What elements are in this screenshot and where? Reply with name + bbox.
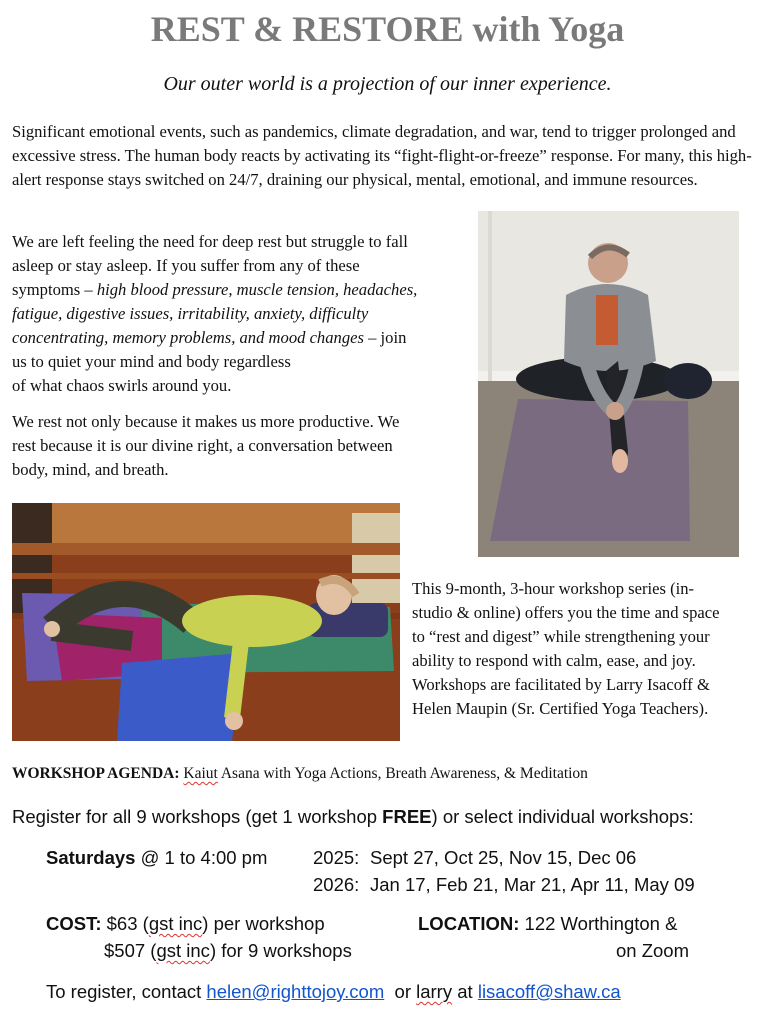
symptoms-list-3: concentrating, memory problems, and mood changes bbox=[12, 328, 364, 347]
register-before: Register for all 9 workshops (get 1 workshop bbox=[12, 806, 383, 827]
contact-before: To register, contact bbox=[46, 981, 207, 1002]
symptoms-line-4 bbox=[12, 302, 472, 326]
schedule-dates-2025: Sept 27, Oct 25, Nov 15, Dec 06 bbox=[370, 847, 637, 868]
workshop-agenda bbox=[12, 765, 772, 783]
schedule-year-2026: 2026: bbox=[313, 874, 360, 895]
symptoms-join: – join bbox=[368, 328, 407, 347]
rest-paragraph bbox=[12, 410, 467, 482]
schedule-year-2025: 2025: bbox=[313, 847, 360, 868]
series-line-2: studio & online) offers you the time and space bbox=[412, 603, 720, 622]
cost-label: COST: bbox=[46, 913, 102, 934]
cost-price-1: $63 ( bbox=[106, 913, 149, 934]
schedule-day-label: Saturdays bbox=[46, 847, 136, 868]
helen-email-link[interactable]: helen@righttojoy.com bbox=[206, 981, 385, 1002]
contact-middle-1: or bbox=[384, 981, 417, 1002]
cost-detail-1: ) per workshop bbox=[202, 913, 325, 934]
intro-paragraph: Significant emotional events, such as pandemics, climate degradation, and war, tend to trigger prolonged and excessive stress. The human body reacts by activating its “fight-flight-or-freeze” response. For many, this high-alert response stays switched on 24/7, draining our physical, mental, emotional, and immune resources. bbox=[12, 122, 752, 189]
location-line-2: on Zoom bbox=[616, 940, 690, 961]
register-offer bbox=[12, 806, 772, 828]
symptoms-line-2: asleep or stay asleep. If you suffer from any of these bbox=[12, 256, 360, 275]
cost-line-1 bbox=[46, 913, 325, 935]
symptoms-line-7: of what chaos swirls around you. bbox=[12, 376, 232, 395]
contact-middle-2: at bbox=[452, 981, 478, 1002]
symptoms-line-6: us to quiet your mind and body regardless bbox=[12, 352, 291, 371]
rest-line-3: body, mind, and breath. bbox=[12, 460, 169, 479]
series-line-1: This 9-month, 3-hour workshop series (in- bbox=[412, 579, 695, 598]
series-line-3: to “rest and digest” while strengthening your bbox=[412, 627, 710, 646]
cost-gst-1: gst inc bbox=[148, 913, 203, 934]
contact-line bbox=[46, 981, 621, 1003]
location-label: LOCATION: bbox=[418, 913, 520, 934]
location-address: 122 Worthington & bbox=[524, 913, 678, 934]
page-title: REST & RESTORE with Yoga bbox=[150, 9, 625, 49]
rest-line-1: We rest not only because it makes us more productive. We bbox=[12, 412, 400, 431]
seated-stretch-photo bbox=[478, 211, 739, 557]
symptoms-line-3 bbox=[12, 278, 472, 302]
larry-email-link[interactable]: lisacoff@shaw.ca bbox=[477, 981, 621, 1002]
register-free: FREE bbox=[382, 806, 432, 827]
tagline: Our outer world is a projection of our inner experience. bbox=[163, 73, 612, 95]
rest-line-2: rest because it is our divine right, a conversation between bbox=[12, 436, 393, 455]
schedule-time: @ 1 to 4:00 pm bbox=[140, 847, 268, 868]
symptoms-list-2: fatigue, digestive issues, irritability, anxiety, difficulty bbox=[12, 304, 369, 323]
cost-gst-2: gst inc bbox=[156, 940, 210, 961]
symptoms-line-1: We are left feeling the need for deep rest but struggle to fall bbox=[12, 232, 408, 251]
series-line-6: Helen Maupin (Sr. Certified Yoga Teachers). bbox=[412, 699, 709, 718]
cost-detail-2: ) for 9 workshops bbox=[209, 940, 352, 961]
series-paragraph bbox=[412, 577, 767, 721]
series-line-4: ability to respond with calm, ease, and joy. bbox=[412, 651, 696, 670]
agenda-kaiut: Kaiut bbox=[183, 765, 218, 782]
contact-larry: larry bbox=[416, 981, 453, 1002]
symptoms-list-1: high blood pressure, muscle tension, headaches, bbox=[96, 280, 418, 299]
schedule-dates-2026: Jan 17, Feb 21, Mar 21, Apr 11, May 09 bbox=[370, 874, 695, 895]
register-after: ) or select individual workshops: bbox=[431, 806, 694, 827]
symptoms-line-5 bbox=[12, 326, 472, 350]
schedule-day bbox=[46, 847, 267, 869]
cost-price-2: $507 ( bbox=[104, 940, 157, 961]
agenda-label: WORKSHOP AGENDA: bbox=[12, 765, 180, 782]
reclining-pose-photo bbox=[12, 503, 400, 741]
series-line-5: Workshops are facilitated by Larry Isacoff & bbox=[412, 675, 710, 694]
cost-line-2 bbox=[104, 940, 352, 962]
symptoms-intro: symptoms – bbox=[12, 280, 93, 299]
agenda-topics: Asana with Yoga Actions, Breath Awareness, & Meditation bbox=[217, 765, 588, 782]
location-line-1 bbox=[418, 913, 677, 935]
symptoms-paragraph bbox=[12, 230, 472, 398]
